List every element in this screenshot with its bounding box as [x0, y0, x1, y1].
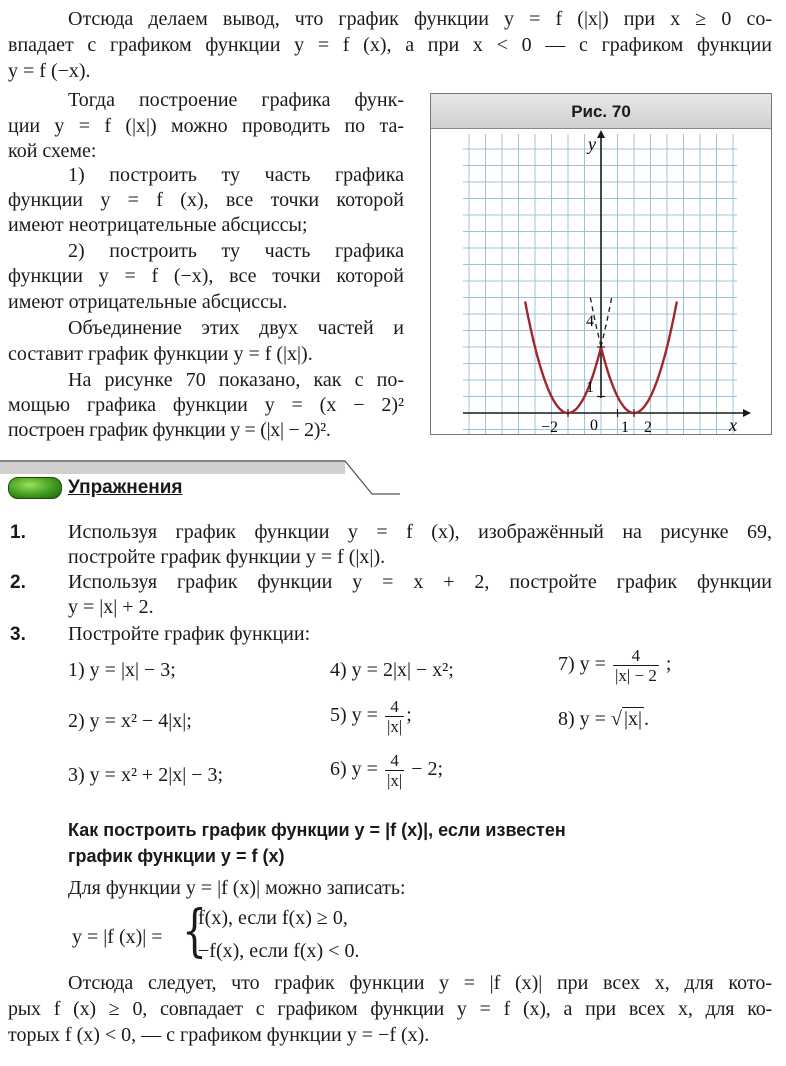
subtask-7-fraction [613, 646, 659, 685]
left-line-13: мощью графика функции y = (x − 2)² [8, 394, 404, 416]
intro-line-3: y = f (−x). [8, 60, 91, 82]
intro-line-2: впадает с графиком функции y = f (x), а при x < 0 — с графиком функции [8, 34, 772, 56]
subtask-6 [330, 751, 443, 790]
left-line-5: функции y = f (x), все точки которой [8, 189, 404, 211]
x-axis-label: x [729, 415, 737, 434]
left-line-6: имеют неотрицательные абсциссы; [8, 214, 308, 236]
piecewise-case-1: f(x), если f(x) ≥ 0, [198, 907, 348, 929]
subtask-4: 4) y = 2|x| − x²; [330, 659, 454, 681]
subtask-8-suffix: . [643, 708, 649, 730]
piecewise-case-2: −f(x), если f(x) < 0. [198, 940, 360, 962]
left-line-9: имеют отрицательные абсциссы. [8, 291, 288, 313]
axis-labels [541, 134, 737, 434]
x-axis-arrow [743, 409, 751, 417]
subtask-7-denominator: |x| − 2 [614, 666, 657, 685]
subtask-3: 3) y = x² + 2|x| − 3; [68, 764, 224, 786]
exercises-title: Упражнения [68, 477, 183, 498]
left-line-10: Объединение этих двух частей и [68, 317, 404, 339]
section-para-line-2: рых f (x) ≥ 0, совпадает с графиком функции y = f (x), а при всех x, для ко- [8, 998, 772, 1020]
piecewise-lhs: y = |f (x)| = [72, 926, 163, 948]
subtask-5-denominator: |x| [386, 717, 403, 736]
section-heading-line-1: Как построить график функции y = |f (x)|, если известен [68, 820, 566, 840]
left-line-7: 2) построить ту часть графика [68, 240, 404, 262]
grid [463, 134, 737, 434]
figure-graph [431, 128, 771, 434]
tick-label-x2: 2 [644, 419, 652, 434]
divider-band [0, 460, 345, 474]
section-heading-line-2: график функции y = f (x) [68, 846, 285, 866]
subtask-7-prefix: 7) y = [558, 653, 606, 676]
left-line-8: функции y = f (−x), все точки которой [8, 265, 404, 287]
dashed-branch-right [601, 298, 612, 348]
left-line-4: 1) построить ту часть графика [68, 164, 404, 186]
subtask-6-fraction [385, 751, 404, 790]
subtask-7-suffix: ; [665, 653, 672, 676]
tick-label-y1: 1 [586, 379, 594, 396]
subtask-5-suffix: ; [406, 704, 412, 727]
exercise-1-line-2: постройте график функции y = f (|x|). [68, 546, 386, 568]
left-line-1: Тогда построение графика функ- [68, 89, 404, 111]
subtask-6-suffix: − 2; [411, 758, 444, 781]
exercises-badge-icon [8, 477, 62, 499]
subtask-5 [330, 697, 412, 736]
exercise-3-number: 3. [10, 624, 26, 645]
tick-label-x1: 1 [621, 419, 629, 434]
intro-line-1: Отсюда делаем вывод, что график функции y = f (|x|) при x ≥ 0 со- [68, 8, 772, 30]
tick-label-neg2: −2 [541, 419, 559, 434]
exercise-1-line-1: Используя график функции y = f (x), изображённый на рисунке 69, [68, 521, 772, 543]
left-line-12: На рисунке 70 показано, как с по- [68, 369, 404, 391]
subtask-5-numerator: 4 [385, 697, 404, 717]
sqrt-icon: √ [610, 708, 622, 730]
axes [463, 130, 751, 417]
exercise-2-number: 2. [10, 572, 26, 593]
exercise-3-line-1: Постройте график функции: [68, 623, 311, 645]
subtask-1: 1) y = |x| − 3; [68, 659, 176, 681]
subtask-6-numerator: 4 [385, 751, 404, 771]
exercise-2-line-1: Используя график функции y = x + 2, постройте график функции [68, 571, 772, 593]
y-axis-arrow [597, 130, 605, 138]
subtask-5-fraction [385, 697, 404, 736]
subtask-8 [558, 707, 649, 731]
section-lead: Для функции y = |f (x)| можно записать: [68, 877, 406, 899]
exercise-1-number: 1. [10, 522, 26, 543]
left-brace-icon: { [182, 899, 207, 964]
subtask-7-numerator: 4 [613, 646, 659, 666]
left-line-14: построен график функции y = (|x| − 2)². [8, 419, 331, 441]
figure-70 [430, 93, 772, 435]
tick-label-0: 0 [590, 417, 598, 434]
section-para-line-3: торых f (x) < 0, — с графиком функции y = −f (x). [8, 1024, 430, 1046]
left-line-2: ции y = f (|x|) можно проводить по та- [8, 115, 404, 137]
figure-title: Рис. 70 [571, 102, 631, 121]
left-line-3: кой схеме: [8, 140, 97, 162]
left-line-11: составит график функции y = f (|x|). [8, 343, 313, 365]
subtask-6-prefix: 6) y = [330, 758, 378, 781]
subtask-5-prefix: 5) y = [330, 704, 378, 727]
subtask-7 [558, 646, 671, 685]
exercise-2-line-2: y = |x| + 2. [68, 596, 154, 618]
tick-label-y4: 4 [586, 313, 594, 330]
subtask-6-denominator: |x| [386, 771, 403, 790]
y-axis-label: y [588, 134, 596, 154]
section-para-line-1: Отсюда следует, что график функции y = |f (x)| при всех x, для кото- [68, 972, 772, 994]
figure-header [431, 94, 771, 129]
subtask-2: 2) y = x² − 4|x|; [68, 710, 192, 732]
subtask-8-prefix: 8) y = [558, 708, 606, 730]
subtask-8-radicand: |x| [623, 708, 642, 730]
